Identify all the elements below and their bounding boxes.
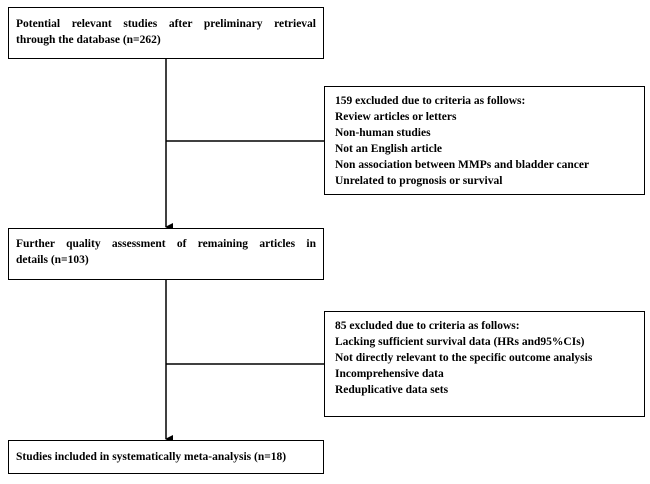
exclusion-1-item: Non-human studies [335, 127, 431, 139]
exclusion-1-item: Non association between MMPs and bladder cancer [335, 159, 590, 171]
exclusion-box-1 [324, 86, 645, 195]
assessment-line-2: details (n=103) [16, 254, 89, 266]
exclusion-1-item: Unrelated to prognosis or survival [335, 175, 503, 187]
retrieval-line-2: through the database (n=262) [16, 34, 161, 46]
exclusion-2-heading: 85 excluded due to criteria as follows: [335, 320, 520, 332]
assessment-box [8, 228, 324, 280]
exclusion-2-item: Reduplicative data sets [335, 384, 449, 396]
included-line-1: Studies included in systematically meta-analysis (n=18) [16, 451, 287, 463]
exclusion-1-item: Not an English article [335, 143, 443, 155]
retrieval-box [8, 7, 324, 59]
exclusion-1-item: Review articles or letters [335, 111, 457, 123]
assessment-line-1: Further quality assessment of remaining articles in [16, 238, 316, 250]
exclusion-2-item: Lacking sufficient survival data (HRs and95%CIs) [335, 336, 585, 348]
exclusion-2-item: Not directly relevant to the specific outcome analysis [335, 352, 593, 364]
retrieval-line-1: Potential relevant studies after preliminary retrieval [16, 18, 316, 30]
included-box [8, 440, 324, 474]
exclusion-1-heading: 159 excluded due to criteria as follows: [335, 95, 526, 107]
exclusion-box-2 [324, 311, 645, 417]
exclusion-2-item: Incomprehensive data [335, 368, 444, 380]
